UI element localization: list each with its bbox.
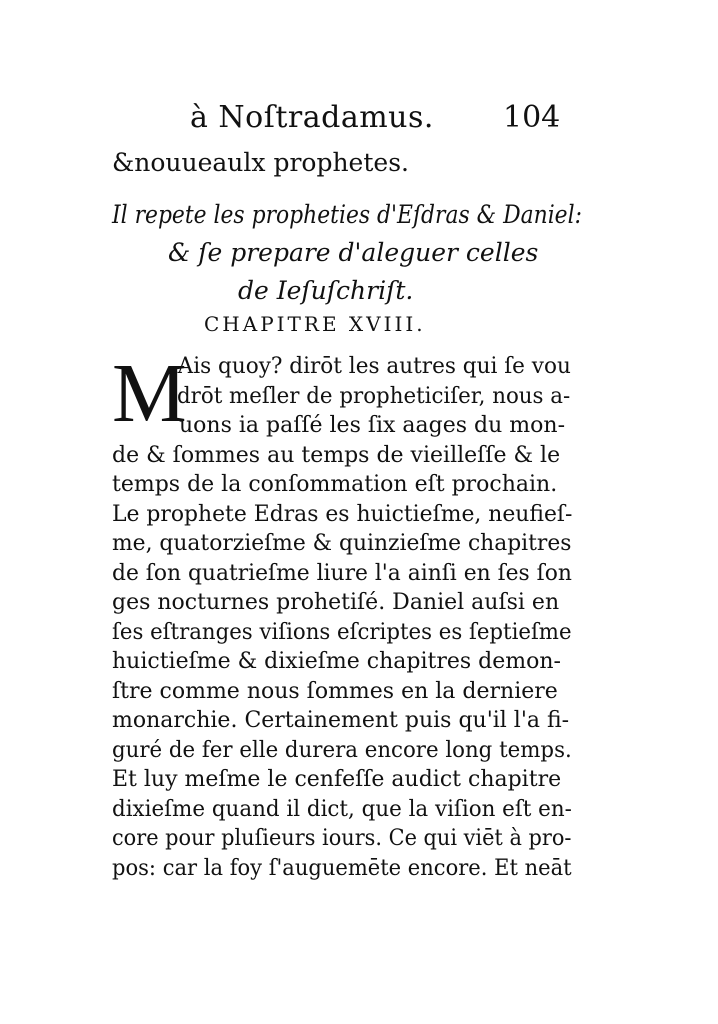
text-line: monarchie. Certainement puis qu'il l'a fi- [112, 708, 570, 733]
text-line: ges nocturnes prohetiſé. Daniel auſsi en [112, 590, 560, 615]
continuation-line: &nouueaulx prophetes. [112, 148, 409, 177]
drop-cap: M [112, 347, 187, 440]
running-head: à Noſtradamus. [190, 100, 434, 135]
text-line: Ais quoy? dirōt les autres qui ſe vou [177, 354, 571, 379]
text-line: pos: car la foy ſ'auguemēte encore. Et neāt [112, 855, 572, 881]
text-line: de ſon quatrieſme liure l'a ainſi en ſes ſon [112, 560, 572, 586]
body-text [112, 347, 573, 883]
summary-line: Il repete les propheties d'Eſdras & Daniel: [112, 200, 582, 229]
text-line: guré de fer elle durera encore long temps. [112, 737, 572, 763]
summary-line: & ſe prepare d'aleguer celles [168, 238, 539, 267]
summary-line: de Ieſuſchriſt. [238, 276, 414, 305]
text-line: ſtre comme nous ſommes en la derniere [112, 678, 558, 704]
text-line: Le prophete Edras es huictieſme, neufieſ- [112, 501, 573, 527]
text-line: huictieſme & dixieſme chapitres demon- [112, 649, 561, 674]
text-line: core pour pluſieurs iours. Ce qui viēt à pro- [112, 826, 572, 851]
chapter-heading: CHAPITRE XVIII. [204, 312, 426, 336]
text-line: ſes eſtranges viſions eſcriptes es ſeptieſme [112, 619, 572, 645]
page-number: 104 [503, 100, 561, 135]
text-line: temps de la conſommation eſt prochain. [112, 472, 558, 497]
text-line: dixieſme quand il dict, que la viſion eſt en- [112, 796, 572, 822]
text-line: de & ſommes au temps de vieilleſſe & le [112, 442, 561, 468]
text-line: me, quatorzieſme & quinzieſme chapitres [112, 531, 572, 556]
text-line: drōt meſler de propheticiſer, nous a- [176, 383, 571, 409]
chapter-summary [112, 196, 582, 310]
text-line: uons ia paſſé les ſix aages du mon- [179, 413, 565, 438]
text-line: Et luy meſme le cenfeſſe audict chapitre [112, 767, 562, 792]
